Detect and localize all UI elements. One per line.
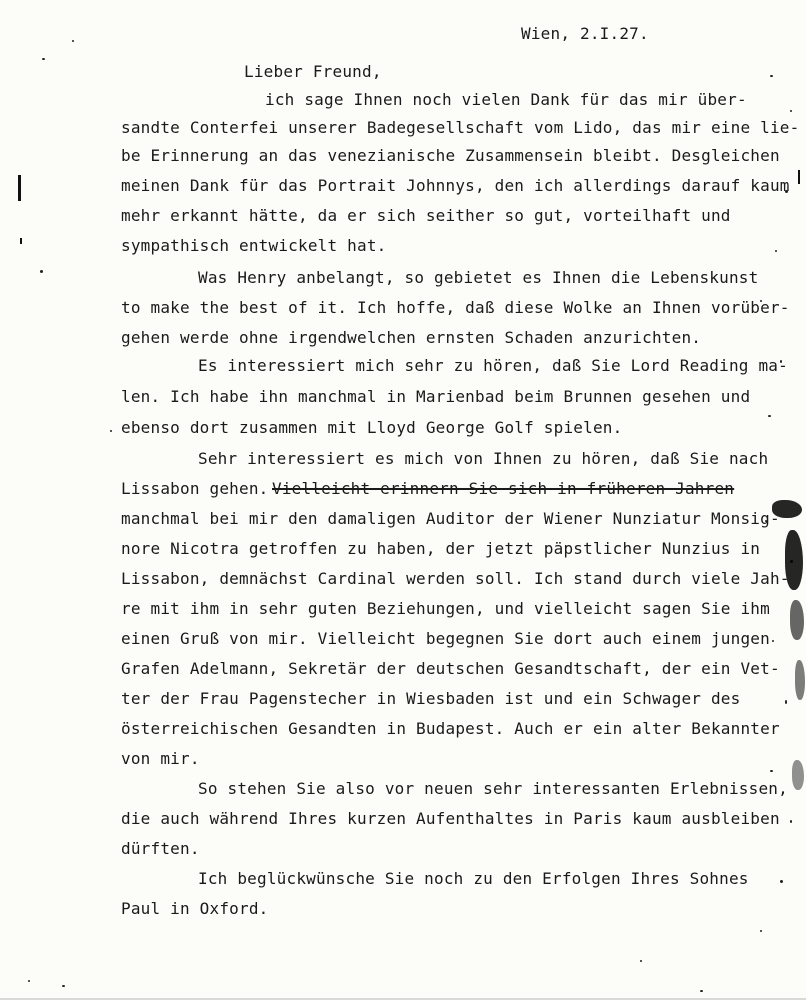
letter-line: meinen Dank für das Portrait Johnnys, den ich allerdings darauf kaum — [121, 176, 790, 195]
letter-line: Lissabon gehen. — [121, 479, 269, 498]
letter-line: ter der Frau Pagenstecher in Wiesbaden ist und ein Schwager des — [121, 689, 741, 708]
letter-line: to make the best of it. Ich hoffe, daß diese Wolke an Ihnen vorüber- — [121, 298, 790, 317]
letter-line: ich sage Ihnen noch vielen Dank für das mir über- — [265, 90, 747, 109]
letter-line: Es interessiert mich sehr zu hören, daß Sie Lord Reading ma- — [198, 356, 788, 375]
letter-line: nore Nicotra getroffen zu haben, der jetzt päpstlicher Nunzius in — [121, 539, 761, 558]
letter-line: re mit ihm in sehr guten Beziehungen, und vielleicht sagen Sie ihm — [121, 599, 770, 618]
letter-line: österreichischen Gesandten in Budapest. Auch er ein alter Bekannter — [121, 719, 780, 738]
letter-line: Grafen Adelmann, Sekretär der deutschen Gesandtschaft, der ein Vet- — [121, 659, 780, 678]
letter-line: be Erinnerung an das venezianische Zusammensein bleibt. Desgleichen — [121, 146, 780, 165]
letter-line: Was Henry anbelangt, so gebietet es Ihnen die Lebenskunst — [198, 268, 759, 287]
struck-out-text: Vielleicht erinnern Sie sich in früheren Jahren — [272, 479, 735, 498]
letter-line: So stehen Sie also vor neuen sehr interessanten Erlebnissen, — [198, 779, 788, 798]
letter-line: die auch während Ihres kurzen Aufenthaltes in Paris kaum ausbleiben — [121, 809, 780, 828]
letter-date: Wien, 2.I.27. — [521, 24, 649, 43]
letter-line: Sehr interessiert es mich von Ihnen zu hören, daß Sie nach — [198, 449, 769, 468]
letter-line: Paul in Oxford. — [121, 899, 269, 918]
letter-line: mehr erkannt hätte, da er sich seither so gut, vorteilhaft und — [121, 206, 731, 225]
letter-line: manchmal bei mir den damaligen Auditor der Wiener Nunziatur Monsig- — [121, 509, 780, 528]
letter-salutation: Lieber Freund, — [244, 62, 382, 81]
letter-line: Lissabon, demnächst Cardinal werden soll. Ich stand durch viele Jah- — [121, 569, 790, 588]
letter-line: dürften. — [121, 839, 200, 858]
letter-line: ebenso dort zusammen mit Lloyd George Golf spielen. — [121, 418, 623, 437]
letter-line: einen Gruß von mir. Vielleicht begegnen Sie dort auch einem jungen — [121, 629, 770, 648]
letter-line: Ich beglückwünsche Sie noch zu den Erfolgen Ihres Sohnes — [198, 869, 749, 888]
letter-line: gehen werde ohne irgendwelchen ernsten Schaden anzurichten. — [121, 328, 702, 347]
letter-line: sympathisch entwickelt hat. — [121, 236, 387, 255]
letter-line: sandte Conterfei unserer Badegesellschaft vom Lido, das mir eine lie- — [121, 118, 800, 137]
letter-line: von mir. — [121, 749, 200, 768]
letter-line: len. Ich habe ihn manchmal in Marienbad beim Brunnen gesehen und — [121, 387, 751, 406]
